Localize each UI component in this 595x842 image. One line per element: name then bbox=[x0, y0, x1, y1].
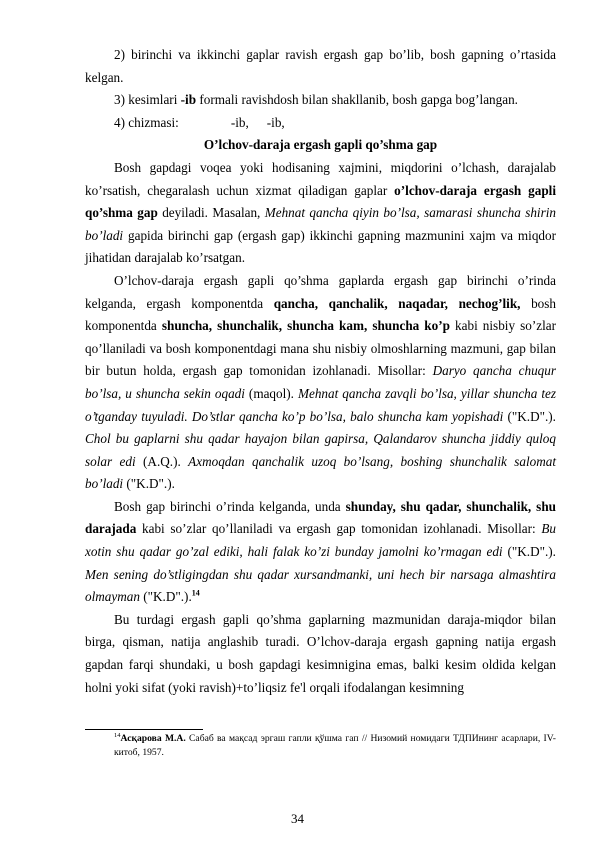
paragraph-definition bbox=[85, 157, 556, 270]
text-run: kabi nisbiy so’zlar qo’llaniladi va bosh komponentdagi mana shu nisbiy olmoshlarning mazmuni, gap bilan bir butun holda, ergash gap tomonidan izohlanadi. Misollar: bbox=[85, 318, 556, 379]
scheme-part-2: -ib, bbox=[266, 114, 285, 130]
example-italic: Mehnat qancha qiyin bo’lsa, samarasi shuncha shirin bo’ladi bbox=[85, 205, 556, 243]
words-bold: qancha, qanchalik, naqadar, nechog’lik, bbox=[273, 295, 521, 311]
scheme-part-1: -ib, bbox=[230, 114, 249, 130]
section-heading: O’lchov-daraja ergash gapli qo’shma gap bbox=[203, 137, 438, 153]
text-run: bosh komponentda bbox=[85, 295, 557, 334]
text-run: gapida birinchi gap (ergash gap) ikkinchi gapning mazmunini xajm va miqdor jihatidan darajalab ko’rsatgan. bbox=[85, 227, 556, 266]
footnote-marker[interactable]: 14 bbox=[191, 588, 200, 598]
example-italic: Daryo qancha chuqur bo’lsa, u shuncha sekin oqadi bbox=[85, 363, 556, 401]
footnote-divider bbox=[85, 729, 203, 730]
footnote-citation: Сабаб ва мақсад эргаш гапли қўшма гап // Низомий номидаги ТДПИнинг асарлари, IV-китоб, 1957. bbox=[114, 733, 556, 758]
example-italic: Mehnat qancha zavqli bo’lsa, yillar shuncha tez o’tganday tuyuladi. Do’stlar qancha ko’p bo’lsa, balo shuncha kam yopishadi bbox=[85, 385, 557, 424]
list-item-3 bbox=[85, 89, 556, 112]
text-run: Bosh gap birinchi o’rinda kelganda, unda bbox=[114, 498, 346, 514]
main-text bbox=[85, 44, 556, 699]
source-ref: ("K.D".). bbox=[503, 408, 556, 424]
paragraph-examples-1 bbox=[85, 270, 556, 496]
source-ref: ("K.D".). bbox=[502, 544, 556, 560]
list-item-4 bbox=[85, 112, 556, 135]
list-item-2: 2) birinchi va ikkinchi gaplar ravish ergash gap bo’lib, bosh gapning o’rtasida kelgan. bbox=[85, 47, 556, 85]
page-number: 34 bbox=[291, 811, 304, 826]
footnote-text bbox=[85, 732, 556, 760]
words-bold: shunday, shu qadar, shunchalik, shu darajada bbox=[85, 498, 556, 537]
example-italic: Chol bu gaplarni shu qadar hayajon bilan gapirsa, Qalandarov shuncha jiddiy quloq solar edi bbox=[85, 431, 556, 469]
source-ref: (A.Q.). bbox=[135, 453, 189, 469]
footnote-number: 14 bbox=[114, 731, 121, 739]
list-item-3-text-end: formali ravishdosh bilan shakllanib, bosh gapga bog’langan. bbox=[196, 92, 518, 108]
term-bold: o’lchov-daraja ergash gapli qo’shma gap bbox=[85, 182, 556, 221]
example-italic: Bu xotin shu qadar go’zal ediki, hali falak ko’zi bunday jamolni ko’rmagan edi bbox=[85, 521, 556, 560]
paragraph-final: Bu turdagi ergash gapli qo’shma gaplarning mazmunidan daraja-miqdor bilan birga, qisman, natija anglashib turadi. O’lchov-daraja ergash gapning natija ergash gapdan farqi shundaki, u bosh gapdagi kesimnigina emas, balki kesim oldida kelgan holni yoki sifat (yoki ravish)+to’liqsiz fe'l orqali ifodalangan kesimning bbox=[85, 611, 556, 695]
text-run: Bosh gapdagi voqea yoki hodisaning xajmini, miqdorini o’lchash, darajalab ko’rsatish, chegaralash uchun xizmat qiladigan gaplar bbox=[85, 159, 556, 198]
words-bold: shuncha, shunchalik, shuncha kam, shuncha ko’p bbox=[161, 318, 450, 334]
scheme-label: 4) chizmasi: bbox=[114, 114, 179, 130]
text-run: kabi so’zlar qo’llaniladi va ergash gap tomonidan izohlanadi. Misollar: bbox=[136, 521, 542, 537]
example-italic: Men sening do’stligingdan shu qadar xursandmanki, uni hech bir narsaga almashtira olmayman bbox=[85, 566, 556, 605]
footnote bbox=[85, 732, 556, 760]
paragraph-examples-2 bbox=[85, 496, 556, 609]
text-run: deyiladi. Masalan, bbox=[157, 205, 265, 221]
suffix-ib: -ib bbox=[180, 92, 197, 108]
source-ref: (maqol). bbox=[244, 385, 298, 401]
source-ref: ("K.D".). bbox=[139, 589, 192, 605]
footnote-author: Асқарова М.А. bbox=[120, 733, 186, 744]
list-item-3-text: 3) kesimlari bbox=[114, 92, 181, 108]
source-ref: ("K.D".). bbox=[123, 476, 175, 492]
example-italic: Axmoqdan qanchalik uzoq bo’lsang, boshing shunchalik salomat bo’ladi bbox=[85, 453, 557, 492]
text-run: O’lchov-daraja ergash gapli qo’shma gaplarda ergash gap birinchi o’rinda kelganda, ergash komponentda bbox=[85, 272, 556, 311]
